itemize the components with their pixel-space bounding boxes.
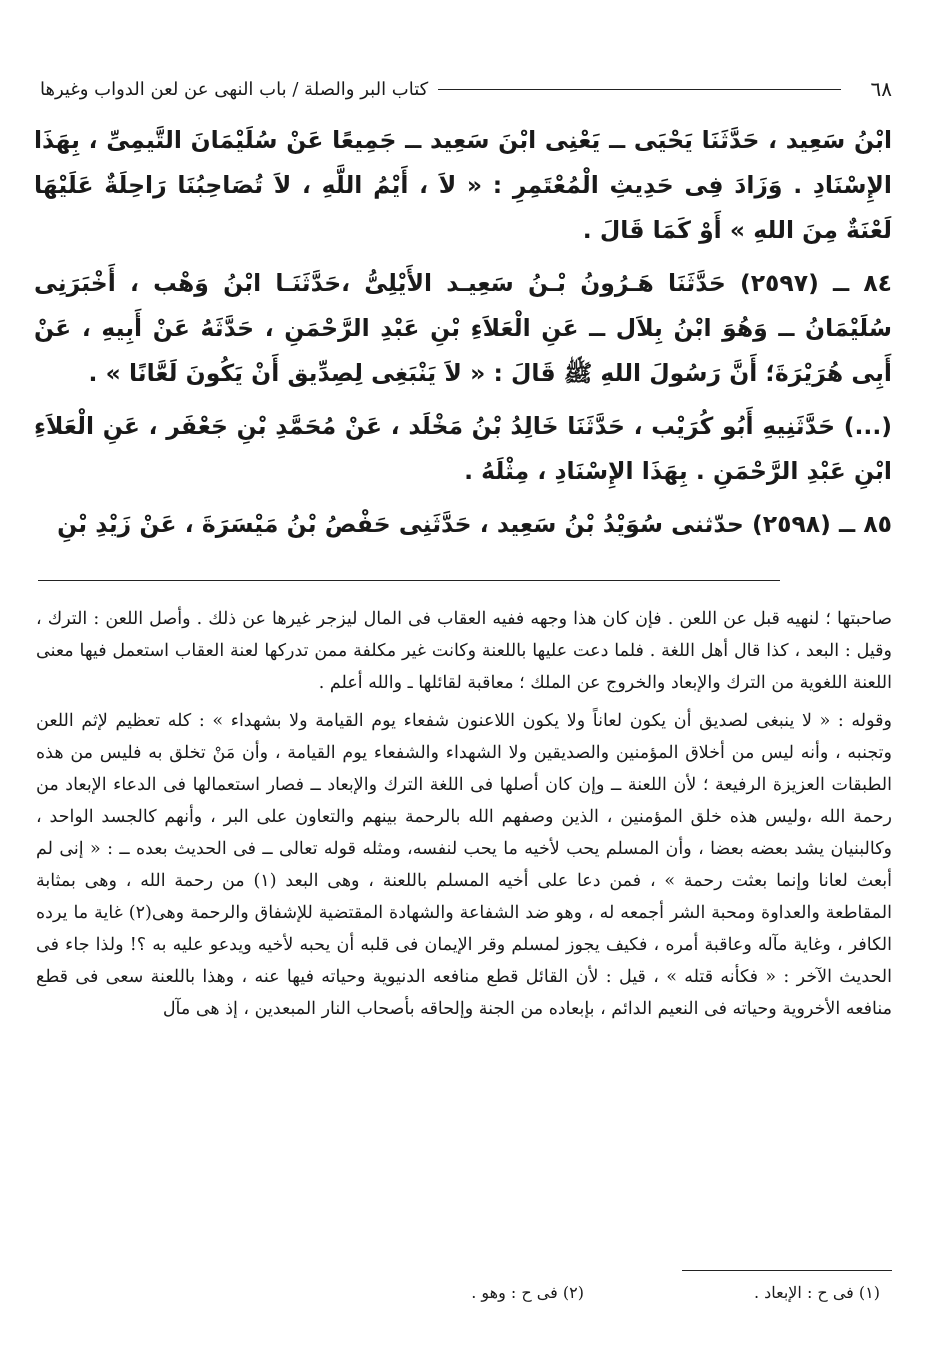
commentary-text (36, 603, 892, 1031)
footnote-divider (682, 1270, 892, 1271)
footnotes (40, 1283, 880, 1302)
footnote-1: (١) فى ح : الإبعاد . (753, 1283, 880, 1302)
commentary-paragraph: صاحبتها ؛ لنهيه قبل عن اللعن . فإن كان هذا وجهه ففيه العقاب فى المال ليزجر غيرها عن ذلك . وأصل اللعن : الترك ، وقيل : البعد ، كذا قال أهل اللغة . فلما دعت عليها باللعنة وكانت غير مكلفة ممن تدركها لعنة العقاب استعمل فيها معنى اللعنة اللغوية من الترك والإبعاد والخروج عن الملك ؛ معاقبة لقائلها ـ والله أعلم . (36, 609, 892, 693)
header-rule (438, 89, 840, 90)
hadith-paragraph: ابْنُ سَعِيد ، حَدَّثَنَا يَحْيَى ــ يَعْنِى ابْنَ سَعِيد ــ جَمِيعًا عَنْ سُلَيْمَانَ التَّيمِىِّ ، بِهَذَا الإِسْنَادِ . وَزَادَ فِى حَدِيثِ الْمُعْتَمِرِ : « لاَ ، أَيْمُ اللَّهِ ، لاَ تُصَاحِبُنَا رَاحِلَةٌ عَلَيْهَا لَعْنَةٌ مِنَ اللهِ » أَوْ كَمَا قَالَ . (34, 126, 892, 244)
commentary-paragraph: وقوله : « لا ينبغى لصديق أن يكون لعاناً ولا يكون اللاعنون شفعاء يوم القيامة ولا بشهداء » : كله تعظيم لإثم اللعن وتجنبه ، وأنه ليس من أخلاق المؤمنين والصديقين ولا الشهداء والشفعاء يوم القيامة ، وأن مَنْ تخلق به فليس من هذه الطبقات العزيزة الرفيعة ؛ لأن اللعنة ــ وإن كان أصلها فى اللغة الترك والإبعاد ــ فصار استعمالها فى الدعاء الإبعاد من رحمة الله ،وليس هذه خلق المؤمنين ، الذين وصفهم الله بالرحمة بينهم والتعاون على البر ، وأنهم كالجسد الواحد ، وكالبنيان يشد بعضه بعضا ، وأن المسلم يحب لأخيه ما يحب لنفسه، ومثله قوله تعالى ــ فى الحديث بعده ــ : « إنى لم أبعث لعانا وإنما بعثت رحمة » ، فمن دعا على أخيه المسلم باللعنة ، وهى البعد (١) من رحمة الله ، وهى بمثابة المقاطعة والعداوة ومحبة الشر أجمعه له ، وهو ضد الشفاعة والشهادة المقتضية للإشفاق والرحمة وهى(٢) غاية ما يرده الكافر ، وغاية مآله وعاقبة أمره ، فكيف يجوز لمسلم وقر الإيمان فى قلبه أن يحبه لأخيه ويدعو عليه به ؟! ولذا جاء فى الحديث الآخر : « فكأنه قتله » ، قيل : لأن القائل قطع منافعه الدنيوية وحياته فيها عنه ، وهذا باللعنة سعى فى قطع منافعه الأخروية وحياته فى النعيم الدائم ، بإبعاده من الجنة وإلحاقه بأصحاب النار المبعدين ، إذ هى مآل (36, 711, 892, 1019)
hadith-text (34, 118, 892, 547)
hadith-paragraph: ٨٥ ــ (٢٥٩٨) حدّثنى سُوَيْدُ بْنُ سَعِيد ، حَدَّثَنِى حَفْصُ بْنُ مَيْسَرَةَ ، عَنْ زَيْدِ بْنِ (57, 510, 892, 538)
running-header (40, 74, 892, 104)
hadith-paragraph: ٨٤ ــ (٢٥٩٧) حَدَّثَنَا هَـرُونُ بْـنُ سَعِيـد الأَيْلِىُّ ،حَدَّثَنَـا ابْنُ وَهْب ، أَخْبَرَنِى سُلَيْمَانُ ــ وَهُوَ ابْنُ بِلاَل ــ عَنِ الْعَلاَءِ بْنِ عَبْدِ الرَّحْمَنِ ، حَدَّثَهُ عَنْ أَبِيهِ ، عَنْ أَبِى هُرَيْرَةَ؛ أَنَّ رَسُولَ اللهِ ﷺ قَالَ : « لاَ يَنْبَغِى لِصِدِّيق أَنْ يَكُونَ لَعَّانًا » . (34, 269, 892, 387)
footnote-2: (٢) فى ح : وهو . (471, 1283, 584, 1302)
page-number: ٦٨ (870, 77, 892, 101)
hadith-paragraph: (...) حَدَّثَنِيهِ أَبُو كُرَيْب ، حَدَّثَنَا خَالِدُ بْنُ مَخْلَد ، عَنْ مُحَمَّدِ بْنِ جَعْفَر ، عَنِ الْعَلاَءِ ابْنِ عَبْدِ الرَّحْمَنِ . بِهَذَا الإِسْنَادِ ، مِثْلَهُ . (34, 412, 892, 485)
running-title: كتاب البر والصلة / باب النهى عن لعن الدواب وغيرها (40, 78, 429, 100)
text-commentary-divider (38, 580, 780, 581)
